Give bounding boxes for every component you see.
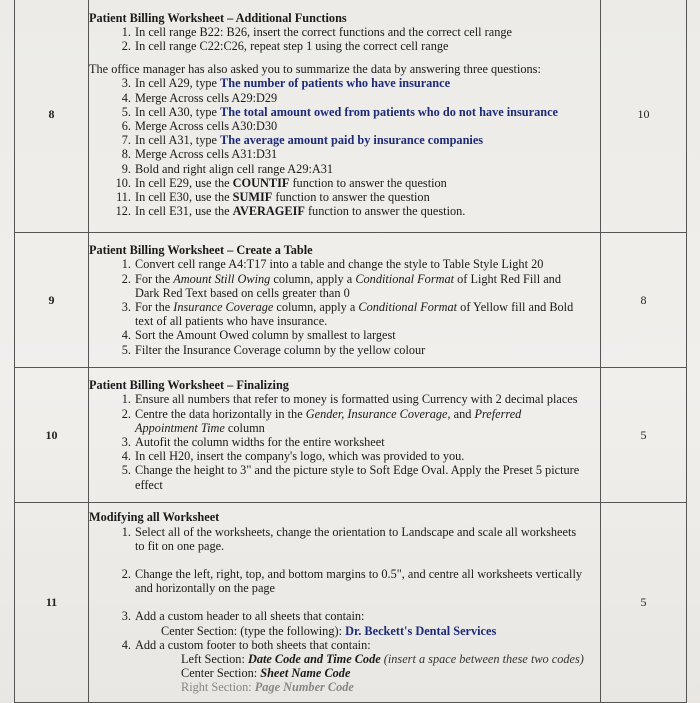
section-title: Patient Billing Worksheet – Additional Functions — [89, 10, 347, 25]
rubric-table — [14, 0, 687, 703]
task-description — [89, 233, 601, 368]
instruction-list — [89, 76, 600, 218]
list-item: 2. Change the left, right, top, and bottom margins to 0.5", and centre all worksheets vertically and horizontally on the page — [121, 566, 583, 596]
footer-right-section: Right Section: Page Number Code — [181, 680, 354, 695]
task-description — [89, 368, 601, 503]
points-value: 10 — [601, 0, 687, 233]
section-title: Patient Billing Worksheet – Create a Table — [89, 243, 313, 258]
points-value: 5 — [601, 368, 687, 503]
list-item: 5. Filter the Insurance Coverage column by the yellow colour — [121, 342, 426, 357]
row-number: 10 — [15, 368, 89, 503]
instruction-list — [89, 392, 600, 491]
instruction-list — [89, 25, 600, 53]
list-item: 4. In cell H20, insert the company's logo, which was provided to you. — [121, 449, 465, 464]
list-item: 3. For the Insurance Coverage column, apply a Conditional Format of Yellow fill and Bold text of all patients who have insurance. — [121, 300, 574, 329]
list-item: 8. Merge Across cells A31:D31 — [121, 147, 278, 162]
header-center-section: Center Section: (type the following): Dr. Beckett's Dental Services — [161, 623, 497, 638]
list-item: 3. In cell A29, type The number of patients who have insurance — [121, 76, 451, 91]
table-row — [15, 233, 687, 368]
points-value: 5 — [601, 503, 687, 703]
list-item: 7. In cell A31, type The average amount paid by insurance companies — [121, 133, 484, 148]
list-item: 1. Select all of the worksheets, change the orientation to Landscape and scale all worksheets to fit on one page. — [121, 524, 577, 553]
list-item: 5. Change the height to 3" and the picture style to Soft Edge Oval. Apply the Preset 5 picture effect — [121, 463, 580, 492]
list-item: 11. In cell E30, use the SUMIF function to answer the question — [116, 190, 430, 205]
table-row — [15, 503, 687, 703]
row-number: 11 — [15, 503, 89, 703]
table-row — [15, 368, 687, 503]
points-value: 8 — [601, 233, 687, 368]
list-item: 1. In cell range B22: B26, insert the correct functions and the correct cell range — [121, 24, 512, 39]
row-number: 8 — [15, 0, 89, 233]
section-title: Patient Billing Worksheet – Finalizing — [89, 378, 289, 393]
section-title: Modifying all Worksheet — [89, 510, 220, 525]
list-item: 12. In cell E31, use the AVERAGEIF function to answer the question. — [115, 204, 466, 219]
list-item: 3. Autofit the column widths for the entire worksheet — [121, 435, 385, 449]
instruction-list — [89, 257, 600, 356]
footer-center-section: Center Section: Sheet Name Code — [181, 666, 351, 681]
table-row — [15, 0, 687, 233]
list-item: 5. In cell A30, type The total amount owed from patients who do not have insurance — [121, 104, 559, 119]
list-item: 2. In cell range C22:C26, repeat step 1 using the correct cell range — [121, 38, 449, 53]
list-item: 3. Add a custom header to all sheets that contain: Center Section: (type the following): Dr. Beckett's Dental Services — [89, 609, 600, 637]
row-number: 9 — [15, 233, 89, 368]
footer-left-section: Left Section: Date Code and Time Code (insert a space between these two codes) — [181, 652, 584, 666]
task-description — [89, 0, 601, 233]
list-item: 9. Bold and right align cell range A29:A31 — [121, 161, 334, 176]
list-item: 2. For the Amount Still Owing column, apply a Conditional Format of Light Red Fill and Dark Red Text based on cells greater than 0 — [121, 271, 561, 300]
instruction-list — [89, 525, 600, 695]
list-item: 1. Convert cell range A4:T17 into a table and change the style to Table Style Light 20 — [121, 257, 544, 272]
list-item: 2. Centre the data horizontally in the Gender, Insurance Coverage, and Preferred Appointment Time column — [121, 406, 522, 435]
list-item: 6. Merge Across cells A30:D30 — [121, 119, 278, 133]
list-item: 4. Add a custom footer to both sheets that contain: Left Section: Date Code and Time Code (insert a space between these two codes) Center Section: Sheet Name Code Right Section: Page Number Code — [89, 638, 600, 695]
list-item: 4. Sort the Amount Owed column by smallest to largest — [121, 328, 396, 343]
list-item: 4. Merge Across cells A29:D29 — [121, 90, 278, 105]
task-description — [89, 503, 601, 703]
list-item: 10. In cell E29, use the COUNTIF function to answer the question — [115, 175, 447, 190]
paragraph: The office manager has also asked you to summarize the data by answering three questions: — [89, 62, 541, 77]
list-item: 1. Ensure all numbers that refer to money is formatted using Currency with 2 decimal places — [121, 392, 578, 407]
